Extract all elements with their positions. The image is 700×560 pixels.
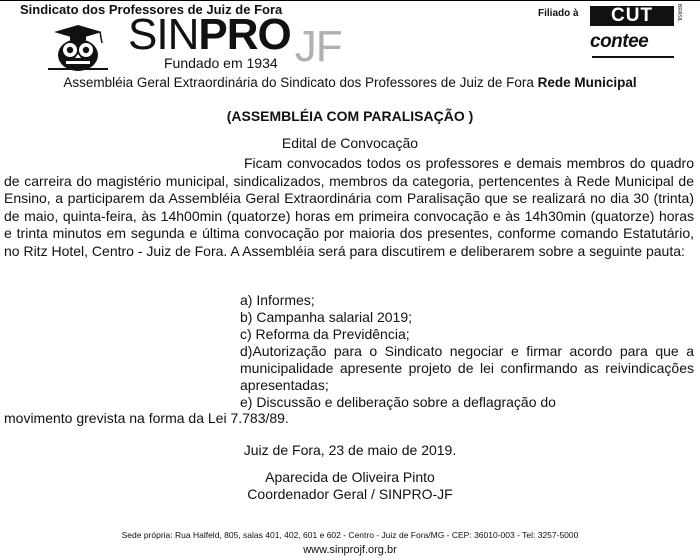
- agenda-item: b) Campanha salarial 2019;: [240, 309, 412, 325]
- contee-logo: contee: [590, 31, 649, 52]
- agenda-item: e) Discussão e deliberação sobre a deflagração do: [240, 394, 556, 410]
- footer-website-link[interactable]: www.sinprojf.org.br: [303, 544, 397, 556]
- contee-underline: [592, 56, 674, 58]
- owl-mascot-icon: [42, 23, 114, 73]
- notice-headline: Assembléia Geral Extraordinária do Sindicato dos Professores de Juiz de Fora Rede Municipal: [63, 75, 637, 90]
- footer-address: Sede própria: Rua Halfeld, 805, salas 401, 402, 601 e 602 - Centro - Juiz de Fora/MG - CEP: 36010-003 - Tel: 3257-5000: [121, 530, 579, 540]
- cut-brasil-label: BRASIL: [676, 4, 682, 22]
- founded-year: Fundado em 1934: [164, 55, 278, 71]
- notice-body: Ficam convocados todos os professores e demais membros do quadro de carreira do magistério municipal, sindicalizados, membros da categoria, pertencentes à Rede Municipal de Ensino, a participarem da Assembléia Geral Extraordinária com Paralisação que se realizará no dia 30 (trinta) de maio, quinta-feira, às 14h00min (quatorze) horas em primeira convocação e às 14h30min (quatorze) horas e trinta minutos em segunda e última convocação por maioria dos presentes, conforme comando Estatutário, no Ritz Hotel, Centro - Juiz de Fora. A Assembléia será para discutirem e deliberarem sobre a seguinte pauta:: [4, 155, 694, 259]
- cut-logo: CUT: [590, 6, 674, 26]
- sinpro-wordmark: SINPROJF: [128, 10, 342, 71]
- signer-role: Coordenador Geral / SINPRO-JF: [247, 486, 453, 502]
- agenda-list: [240, 292, 694, 411]
- affiliation-label: Filiado à: [538, 8, 579, 19]
- agenda-item: c) Reforma da Previdência;: [240, 326, 410, 342]
- agenda-continuation: movimento grevista na forma da Lei 7.783/89.: [4, 410, 289, 426]
- edital-title: Edital de Convocação: [281, 135, 419, 151]
- agenda-item: a) Informes;: [240, 292, 315, 308]
- signature-block: [0, 469, 700, 503]
- notice-subheadline: (ASSEMBLÉIA COM PARALISAÇÃO ): [226, 108, 474, 124]
- signer-name: Aparecida de Oliveira Pinto: [265, 469, 435, 485]
- agenda-item: d)Autorização para o Sindicato negociar e firmar acordo para que a municipalidade apresente projeto de lei confirmando as reivindicações apresentadas;: [240, 343, 694, 393]
- letterhead: [0, 0, 700, 75]
- date-line: Juiz de Fora, 23 de maio de 2019.: [243, 442, 457, 458]
- org-title: Sindicato dos Professores de Juiz de Fora: [20, 2, 283, 17]
